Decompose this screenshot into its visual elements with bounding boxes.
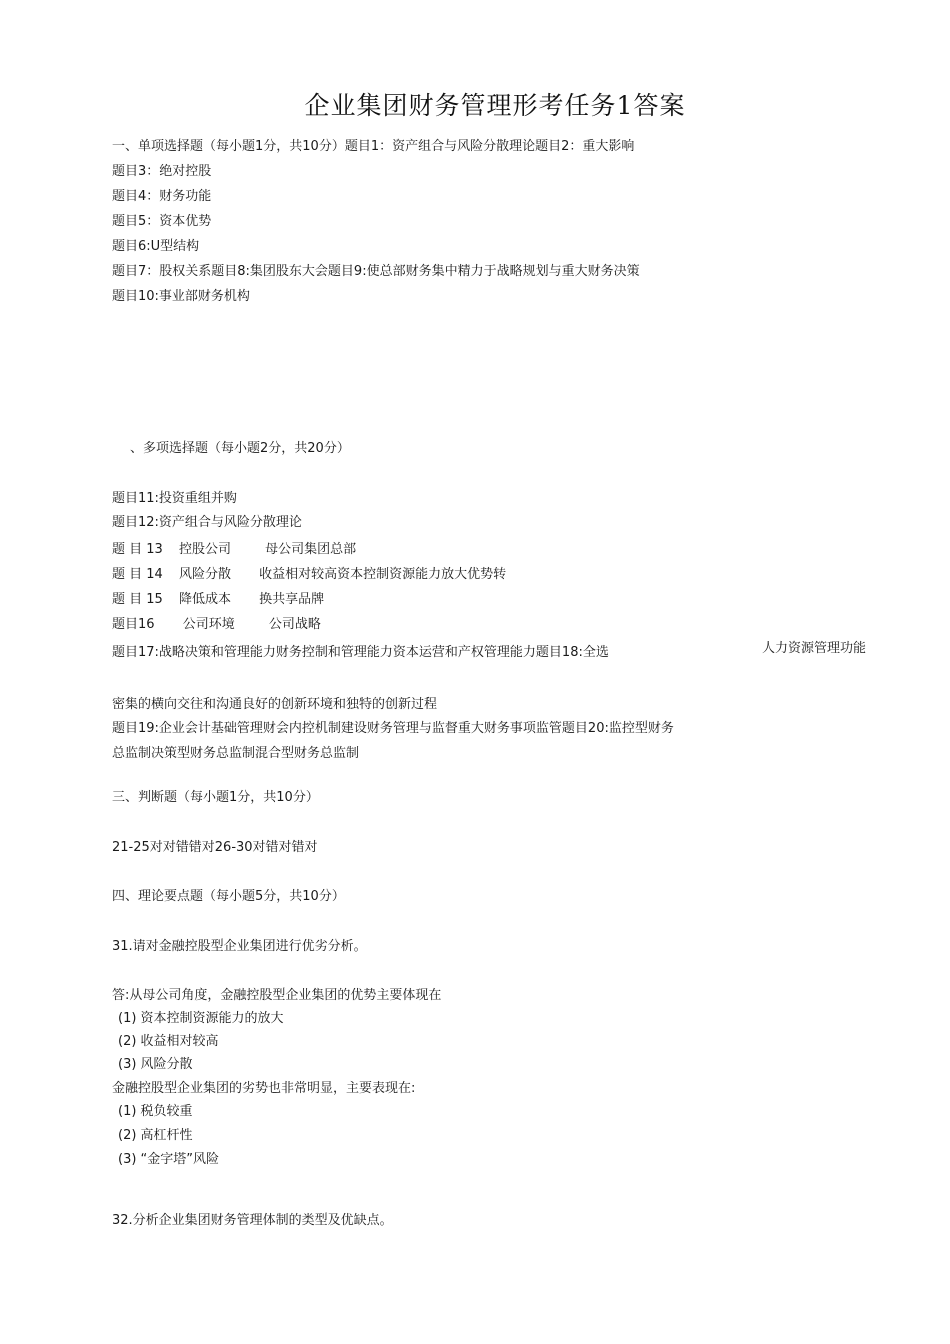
q15-option-a: 降低成本 — [178, 592, 231, 607]
q19-q20-answer-line2: 总监制决策型财务总监制混合型财务总监制 — [112, 746, 360, 761]
section1-heading: 一、单项选择题（每小题1分，共10分）题目1：资产组合与风险分散理论题目2：重大影响 — [112, 139, 635, 154]
q31-disadvantage-1: (1) 税负较重 — [118, 1104, 193, 1119]
q31-question: 31.请对金融控股型企业集团进行优劣分析。 — [112, 939, 367, 954]
q3-answer: 题目3：绝对控股 — [112, 164, 212, 179]
q13-label: 题 目 13 — [112, 542, 163, 557]
q14-answer — [112, 566, 506, 584]
q32-question: 32.分析企业集团财务管理体制的类型及优缺点。 — [112, 1213, 393, 1228]
q31-disadvantage-3: (3) “金字塔”风险 — [118, 1152, 220, 1167]
q10-answer: 题目10:事业部财务机构 — [112, 289, 250, 304]
q16-answer — [112, 616, 321, 634]
q14-option-a: 风险分散 — [178, 567, 231, 582]
q14-option-b: 收益相对较高资本控制资源能力放大优势转 — [259, 567, 507, 582]
q31-advantage-3: (3) 风险分散 — [118, 1057, 193, 1072]
q15-label: 题 目 15 — [112, 592, 163, 607]
section4-heading: 四、理论要点题（每小题5分，共10分） — [112, 889, 345, 904]
q13-option-b: 母公司集团总部 — [265, 542, 357, 557]
q19-q20-answer-line1: 题目19:企业会计基础管理财会内控机制建设财务管理与监督重大财务事项监管题目20:监控型财务 — [112, 721, 674, 736]
q12-answer: 题目12:资产组合与风险分散理论 — [112, 515, 302, 530]
q31-disadvantage-intro: 金融控股型企业集团的劣势也非常明显，主要表现在: — [112, 1081, 416, 1096]
q16-label: 题目16 — [112, 617, 155, 632]
q31-disadvantage-2: (2) 高杠杆性 — [118, 1128, 193, 1143]
q13-answer — [112, 541, 356, 559]
q11-answer: 题目11:投资重组并购 — [112, 491, 237, 506]
page-title: 企业集团财务管理形考任务1答案 — [304, 91, 686, 120]
section3-heading: 三、判断题（每小题1分，共10分） — [112, 790, 319, 805]
q16-option-a: 公司环境 — [182, 617, 235, 632]
q17-q18-answer: 题目17:战略决策和管理能力财务控制和管理能力资本运营和产权管理能力题目18:全选 — [112, 645, 609, 660]
q16-option-b: 公司战略 — [268, 617, 321, 632]
q13-option-a: 控股公司 — [178, 542, 231, 557]
q31-answer-intro: 答:从母公司角度，金融控股型企业集团的优势主要体现在 — [112, 988, 442, 1003]
continuation-line: 密集的横向交往和沟通良好的创新环境和独特的创新过程 — [112, 697, 438, 712]
section2-heading: 、多项选择题（每小题2分，共20分） — [130, 441, 350, 456]
q7-q9-answer: 题目7：股权关系题目8:集团股东大会题目9:使总部财务集中精力于战略规划与重大财务决策 — [112, 264, 640, 279]
q6-answer: 题目6:U型结构 — [112, 239, 200, 254]
side-note: 人力资源管理功能 — [762, 641, 867, 656]
q15-option-b: 换共享品牌 — [259, 592, 325, 607]
q4-answer: 题目4：财务功能 — [112, 189, 212, 204]
judgement-answers: 21-25对对错错对26-30对错对错对 — [112, 840, 318, 855]
q31-advantage-1: (1) 资本控制资源能力的放大 — [118, 1011, 284, 1026]
q5-answer: 题目5：资本优势 — [112, 214, 212, 229]
q14-label: 题 目 14 — [112, 567, 163, 582]
q15-answer — [112, 591, 324, 609]
q31-advantage-2: (2) 收益相对较高 — [118, 1034, 219, 1049]
